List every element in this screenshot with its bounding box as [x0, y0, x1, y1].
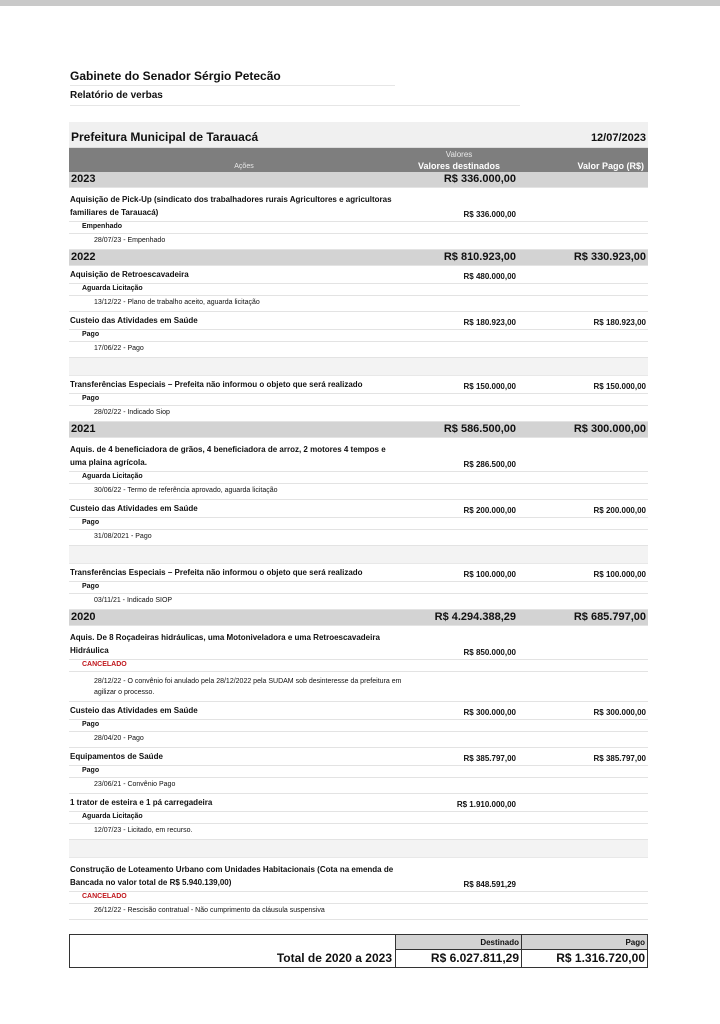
allocated-value: R$ 180.923,00 [463, 318, 516, 327]
status-label: Pago [82, 767, 100, 774]
allocated-value: R$ 200.000,00 [463, 506, 516, 515]
allocated-value: R$ 4.294.388,29 [434, 611, 516, 623]
note-row [69, 778, 648, 794]
action-label: Custeio das Atividades em Saúde [70, 503, 198, 513]
note-label: 28/02/22 - Indicado Siop [94, 409, 170, 416]
allocated-value: R$ 100.000,00 [463, 570, 516, 579]
municipality-name: Prefeitura Municipal de Tarauacá [71, 130, 259, 144]
action-row [69, 266, 648, 284]
note-row [69, 904, 648, 920]
note-row [69, 234, 648, 250]
year-row [69, 250, 648, 266]
status-row [69, 660, 648, 672]
note-label: 31/08/2021 - Pago [94, 533, 152, 540]
total-allocated-cell [395, 935, 521, 967]
status-row [69, 582, 648, 594]
status-label: CANCELADO [82, 661, 127, 668]
action-row [69, 376, 648, 394]
status-label: Aguarda Licitação [82, 285, 143, 292]
allocated-value: R$ 850.000,00 [463, 648, 516, 657]
action-label: Transferências Especiais – Prefeita não informou o objeto que será realizado [70, 379, 363, 389]
note-row [69, 824, 648, 840]
allocated-value: R$ 810.923,00 [443, 251, 516, 263]
total-allocated-value: R$ 6.027.811,29 [430, 951, 519, 965]
note-row [69, 406, 648, 422]
action-row [69, 500, 648, 518]
note-row [69, 484, 648, 500]
total-paid-value: R$ 1.316.720,00 [556, 951, 645, 965]
status-row [69, 812, 648, 824]
year-row [69, 422, 648, 438]
action-label: 1 trator de esteira e 1 pá carregadeira [70, 797, 213, 807]
action-label: Aquis. de 4 beneficiadora de grãos, 4 beneficiadora de arroz, 2 motores 4 tempos e uma plaina agrícola. [70, 445, 386, 467]
spacer-row [69, 358, 648, 376]
action-row [69, 858, 648, 892]
note-label: 13/12/22 - Plano de trabalho aceito, aguarda licitação [94, 299, 260, 306]
note-row [69, 732, 648, 748]
status-label: Empenhado [82, 223, 123, 230]
allocated-column-label: Valores destinados [417, 161, 501, 171]
office-title: Gabinete do Senador Sérgio Petecão [70, 66, 395, 86]
totals-label: Total de 2020 a 2023 [276, 951, 392, 965]
action-label: Aquisição de Pick-Up (sindicato dos trabalhadores rurais Agricultores e agricultoras familiares de Tarauacá) [70, 195, 392, 217]
status-row [69, 472, 648, 484]
note-row [69, 594, 648, 610]
status-label: Aguarda Licitação [82, 473, 143, 480]
allocated-value: R$ 336.000,00 [463, 210, 516, 219]
note-label: 26/12/22 - Rescisão contratual - Não cumprimento da cláusula suspensiva [94, 907, 325, 914]
paid-value: R$ 200.000,00 [593, 506, 646, 515]
values-group-label: Valores [445, 150, 473, 159]
allocated-value: R$ 300.000,00 [463, 708, 516, 717]
status-row [69, 222, 648, 234]
action-label: Construção de Loteamento Urbano com Unidades Habitacionais (Cota na emenda de Bancada no valor total de R$ 5.940.139,00) [70, 865, 394, 887]
note-row [69, 342, 648, 358]
allocated-value: R$ 385.797,00 [463, 754, 516, 763]
status-row [69, 518, 648, 530]
note-label: 28/04/20 - Pago [94, 735, 144, 742]
year-row [69, 172, 648, 188]
note-label: 17/06/22 - Pago [94, 345, 144, 352]
action-label: Transferências Especiais – Prefeita não informou o objeto que será realizado [70, 567, 363, 577]
allocated-value: R$ 1.910.000,00 [456, 800, 516, 809]
table-body [69, 172, 648, 920]
allocated-value: R$ 848.591,29 [463, 880, 516, 889]
action-label: Aquisição de Retroescavadeira [70, 269, 189, 279]
action-label: Custeio das Atividades em Saúde [70, 315, 198, 325]
report-date: 12/07/2023 [590, 132, 646, 144]
action-row [69, 702, 648, 720]
status-row [69, 330, 648, 342]
action-row [69, 564, 648, 582]
paid-value: R$ 180.923,00 [593, 318, 646, 327]
year-label: 2022 [71, 251, 96, 263]
funds-table [69, 122, 648, 920]
status-label: Pago [82, 583, 100, 590]
action-row [69, 748, 648, 766]
municipality-bar [69, 122, 648, 148]
column-header [69, 148, 648, 172]
status-label: CANCELADO [82, 893, 127, 900]
allocated-value: R$ 336.000,00 [443, 173, 516, 185]
status-label: Pago [82, 395, 100, 402]
total-allocated-header: Destinado [396, 935, 521, 950]
spacer-row [69, 546, 648, 564]
paid-value: R$ 100.000,00 [593, 570, 646, 579]
year-label: 2023 [71, 173, 96, 185]
document-header [70, 66, 520, 106]
status-row [69, 892, 648, 904]
paid-value: R$ 300.000,00 [573, 423, 646, 435]
allocated-value: R$ 480.000,00 [463, 272, 516, 281]
top-bar [0, 0, 720, 6]
status-row [69, 720, 648, 732]
note-label: 28/12/22 - O convênio foi anulado pela 28/12/2022 pela SUDAM sob desinteresse da prefeitura em agilizar o processo. [94, 678, 402, 696]
note-row [69, 530, 648, 546]
note-row [69, 296, 648, 312]
status-row [69, 284, 648, 296]
note-label: 30/06/22 - Termo de referência aprovado, aguarda licitação [94, 487, 278, 494]
note-label: 03/11/21 - Indicado SIOP [94, 597, 173, 604]
total-paid-header: Pago [522, 935, 647, 950]
status-label: Pago [82, 519, 100, 526]
status-label: Aguarda Licitação [82, 813, 143, 820]
action-row [69, 438, 648, 472]
action-label: Custeio das Atividades em Saúde [70, 705, 198, 715]
allocated-value: R$ 286.500,00 [463, 460, 516, 469]
action-row [69, 794, 648, 812]
note-label: 28/07/23 - Empenhado [94, 237, 166, 244]
paid-value: R$ 385.797,00 [593, 754, 646, 763]
status-label: Pago [82, 331, 100, 338]
paid-value: R$ 150.000,00 [593, 382, 646, 391]
action-label: Aquis. De 8 Roçadeiras hidráulicas, uma Motoniveladora e uma Retroescavadeira Hidráulica [70, 633, 380, 655]
status-row [69, 394, 648, 406]
note-label: 23/06/21 - Convênio Pago [94, 781, 176, 788]
year-label: 2021 [71, 423, 96, 435]
spacer-row [69, 840, 648, 858]
paid-value: R$ 300.000,00 [593, 708, 646, 717]
allocated-value: R$ 150.000,00 [463, 382, 516, 391]
paid-value: R$ 330.923,00 [573, 251, 646, 263]
action-row [69, 626, 648, 660]
action-label: Equipamentos de Saúde [70, 751, 163, 761]
note-row [69, 672, 648, 702]
totals-box [69, 934, 648, 968]
status-row [69, 766, 648, 778]
status-label: Pago [82, 721, 100, 728]
action-row [69, 188, 648, 222]
actions-column-label: Ações [234, 163, 254, 170]
total-paid-cell [521, 935, 647, 967]
note-label: 12/07/23 - Licitado, em recurso. [94, 827, 193, 834]
paid-column-label: Valor Pago (R$) [577, 161, 644, 171]
year-label: 2020 [71, 611, 96, 623]
year-row [69, 610, 648, 626]
report-title: Relatório de verbas [70, 86, 520, 106]
allocated-value: R$ 586.500,00 [443, 423, 516, 435]
action-row [69, 312, 648, 330]
paid-value: R$ 685.797,00 [573, 611, 646, 623]
